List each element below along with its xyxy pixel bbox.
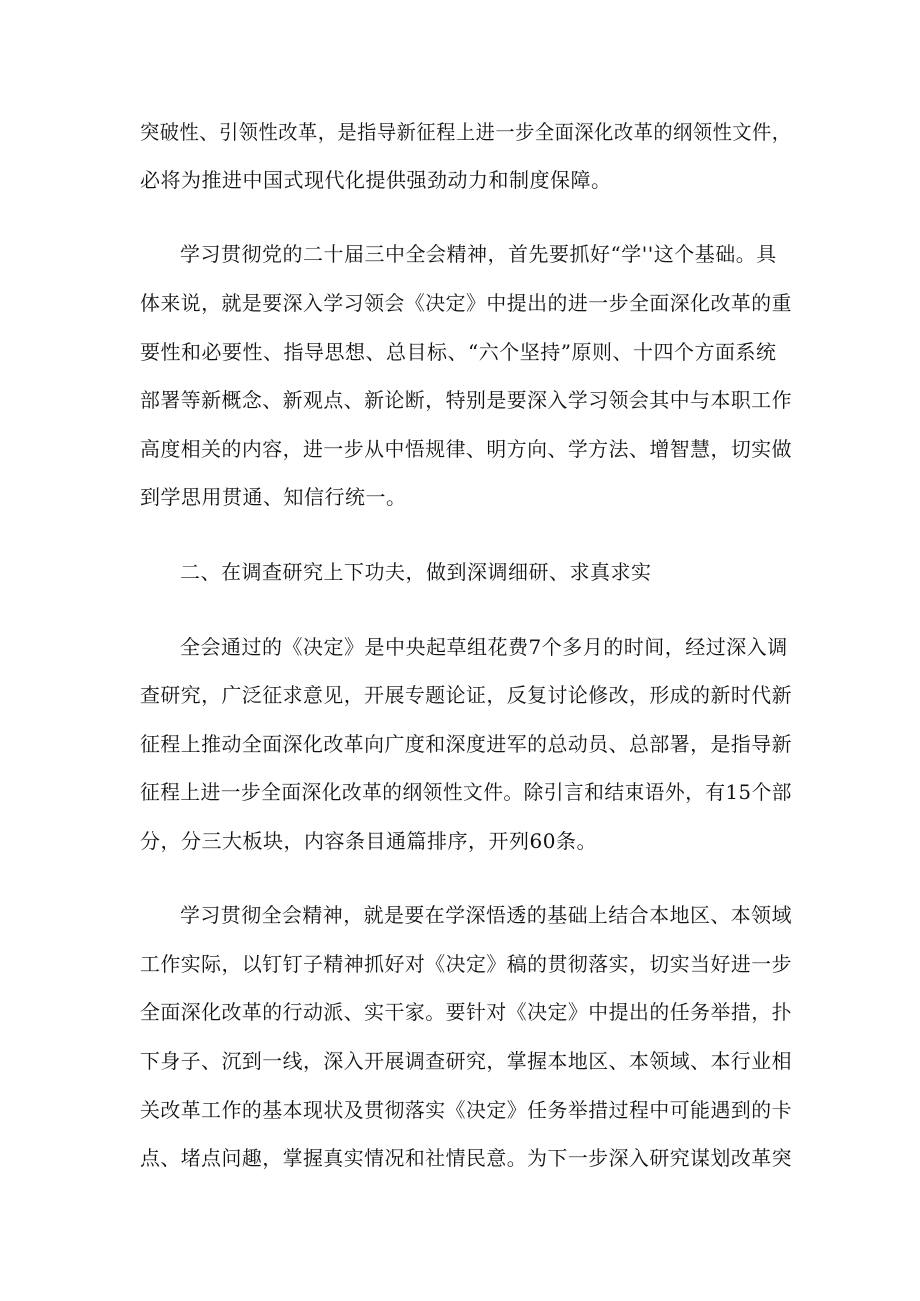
- paragraph-2-line-4: 部署等新概念、新观点、新论断，特别是要深入学习领会其中与本职工作: [140, 388, 792, 412]
- paragraph-4-line-4: 下身子、沉到一线，深入开展调查研究，掌握本地区、本领域、本行业相: [140, 1049, 792, 1073]
- paragraph-2-line-5: 高度相关的内容，进一步从中悟规律、明方向、学方法、增智慧，切实做: [140, 437, 792, 461]
- paragraph-3-line-2: 查研究，广泛征求意见，开展专题论证，反复讨论修改，形成的新时代新: [140, 683, 792, 707]
- paragraph-2-line-3: 要性和必要性、指导思想、总目标、“六个坚持”原则、十四个方面系统: [140, 340, 777, 364]
- paragraph-4-line-6: 点、堵点问趣，掌握真实情况和社情民意。为下一步深入研究谋划改革突: [140, 1146, 792, 1170]
- paragraph-2-line-2: 体来说，就是要深入学习领会《决定》中提出的进一步全面深化改革的重: [140, 291, 792, 315]
- paragraph-3-line-1: 全会通过的《决定》是中央起草组花费7个多月的时间，经过深入调: [180, 635, 788, 659]
- paragraph-2-line-6: 到学思用贯通、知信行统一。: [140, 485, 407, 509]
- paragraph-4-line-5: 关改革工作的基本现状及贯彻落实《决定》任务举措过程中可能遇到的卡: [140, 1098, 792, 1122]
- paragraph-4-line-3: 全面深化改革的行动派、实干家。要针对《决定》中提出的任务举措，扑: [140, 1000, 792, 1024]
- paragraph-4-line-1: 学习贯彻全会精神，就是要在学深悟透的基础上结合本地区、本领域: [180, 903, 792, 927]
- paragraph-2-line-1: 学习贯彻党的二十届三中全会精神，首先要抓好“学''这个基础。具: [180, 242, 777, 266]
- section-heading-2: 二、在调查研究上下功夫，做到深调细研、求真求实: [180, 560, 652, 584]
- paragraph-3-line-4: 征程上进一步全面深化改革的纲领性文件。除引言和结束语外，有15个部: [140, 780, 792, 804]
- paragraph-1-line-1: 突破性、引领性改革，是指导新征程上进一步全面深化改革的纲领性文件，: [140, 120, 792, 144]
- paragraph-3-line-5: 分，分三大板块，内容条目通篇排序，开列60条。: [140, 829, 597, 853]
- paragraph-3-line-3: 征程上推动全面深化改革向广度和深度进军的总动员、总部署，是指导新: [140, 732, 792, 756]
- paragraph-4-line-2: 工作实际，以钉钉子精神抓好对《决定》稿的贯彻落实，切实当好进一步: [140, 952, 792, 976]
- paragraph-1-line-2: 必将为推进中国式现代化提供强劲动力和制度保障。: [140, 168, 612, 192]
